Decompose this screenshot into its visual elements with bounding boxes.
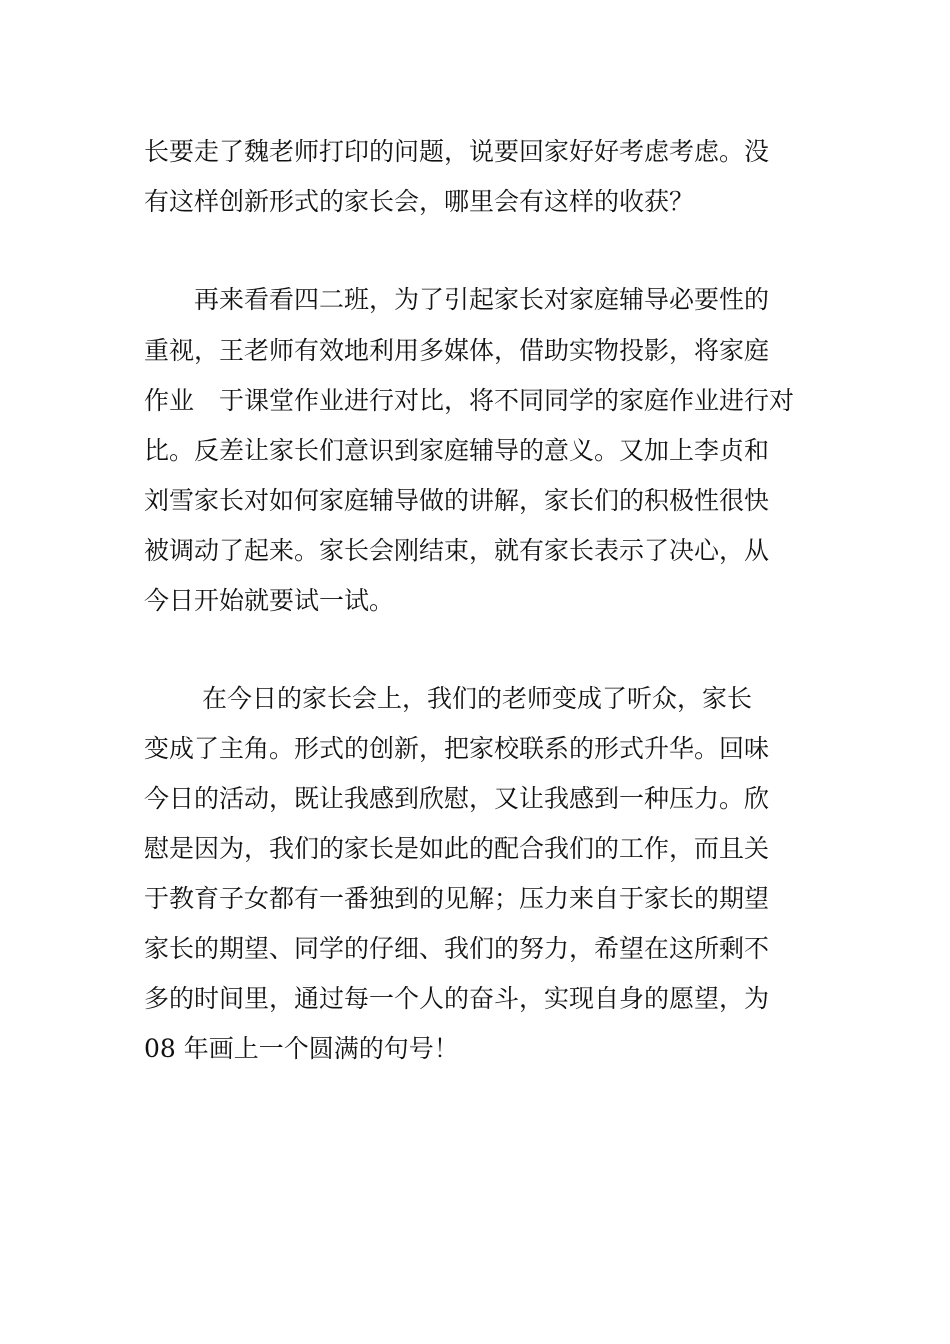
paragraph-3-line-1: 在今日的家长会上，我们的老师变成了听众，家长: [144, 684, 752, 713]
paragraph-3-line-2: 变成了主角。形式的创新，把家校联系的形式升华。回味: [144, 734, 770, 763]
paragraph-3-line-5: 于教育子女都有一番独到的见解；压力来自于家长的期望: [144, 884, 770, 913]
paragraph-2-line-7: 今日开始就要试一试。: [144, 586, 395, 615]
paragraph-2-line-4: 比。反差让家长们意识到家庭辅导的意义。又加上李贞和: [144, 436, 770, 465]
paragraph-2-line-3: 作业 于课堂作业进行对比，将不同同学的家庭作业进行对: [144, 386, 795, 415]
paragraph-2-line-6: 被调动了起来。家长会刚结束，就有家长表示了决心，从: [144, 536, 770, 565]
paragraph-2-line-5: 刘雪家长对如何家庭辅导做的讲解，家长们的积极性很快: [144, 486, 770, 515]
paragraph-3-line-3: 今日的活动，既让我感到欣慰，又让我感到一种压力。欣: [144, 784, 770, 813]
paragraph-3-line-6: 家长的期望、同学的仔细、我们的努力，希望在这所剩不: [144, 934, 770, 963]
paragraph-3-line-7: 多的时间里，通过每一个人的奋斗，实现自身的愿望，为: [144, 984, 770, 1013]
paragraph-1-line-2: 有这样创新形式的家长会，哪里会有这样的收获？: [144, 187, 695, 216]
paragraph-1-line-1: 长要走了魏老师打印的问题，说要回家好好考虑考虑。没: [144, 137, 770, 166]
paragraph-3-line-4: 慰是因为，我们的家长是如此的配合我们的工作，而且关: [144, 834, 770, 863]
paragraph-3-line-8: 08 年画上一个圆满的句号！: [144, 1034, 459, 1063]
paragraph-2-line-1: 再来看看四二班，为了引起家长对家庭辅导必要性的: [144, 285, 770, 314]
paragraph-2-line-2: 重视，王老师有效地利用多媒体，借助实物投影，将家庭: [144, 336, 770, 365]
